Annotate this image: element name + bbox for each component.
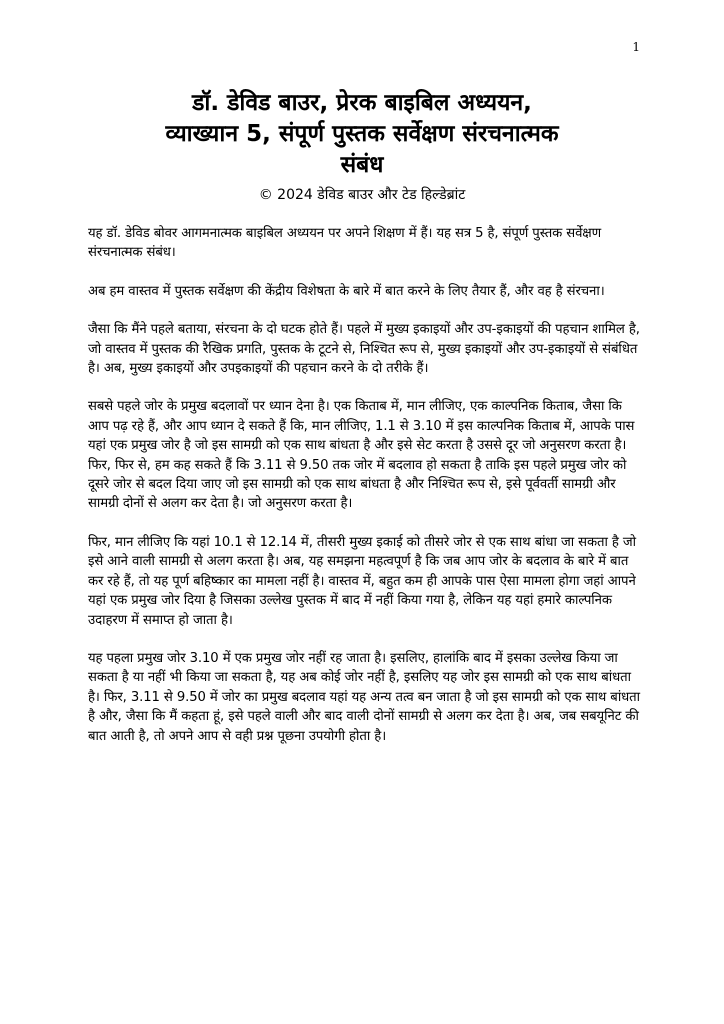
title-line-1: डॉ. डेविड बाउर, प्रेरक बाइबिल अध्ययन,	[192, 90, 532, 116]
paragraph: अब हम वास्तव में पुस्तक सर्वेक्षण की केंद्रीय विशेषता के बारे में बात करने के लिए तैयार हैं, और वह है संरचना।	[88, 283, 605, 299]
paragraph: जैसा कि मैंने पहले बताया, संरचना के दो घटक होते हैं। पहले में मुख्य इकाइयों और उप-इकाइयों की पहचान शामिल है, जो वास्तव में पुस्तक की रैखिक प्रगति, पुस्तक के टूटने से, निश्चित रूप से, मुख्य इकाइयों और उप-इकाइयों से संबंधित है। अब, मुख्य इकाइयों और उपइकाइयों की पहचान करने के दो तरीके हैं।	[88, 322, 640, 377]
document-title	[70, 88, 654, 181]
page-number: 1	[632, 40, 640, 54]
copyright-line: © 2024 डेविड बाउर और टेड हिल्डेब्रांट	[258, 187, 466, 203]
paragraph: यह पहला प्रमुख जोर 3.10 में एक प्रमुख जोर नहीं रह जाता है। इसलिए, हालांकि बाद में इसका उल्लेख किया जा सकता है या नहीं भी किया जा सकता है, यह अब कोई जोर नहीं है, इसलिए यह जोर इस सामग्री को एक साथ बांधता है। फिर, 3.11 से 9.50 में जोर का प्रमुख बदलाव यहां यह अन्य तत्व बन जाता है जो इस सामग्री को एक साथ बांधता है और, जैसा कि मैं कहता हूं, इसे पहले वाली और बाद वाली दोनों सामग्री से अलग कर देता है। अब, जब सबयूनिट की बात आती है, तो अपने आप से वही प्रश्न पूछना उपयोगी होता है।	[88, 650, 640, 744]
paragraph: सबसे पहले जोर के प्रमुख बदलावों पर ध्यान देना है। एक किताब में, मान लीजिए, एक काल्पनिक किताब, जैसा कि आप पढ़ रहे हैं, और आप ध्यान दे सकते हैं कि, मान लीजिए, 1.1 से 3.10 में इस काल्पनिक किताब में, आपके पास यहां एक प्रमुख जोर है जो इस सामग्री को एक साथ बांधता है और इसे सेट करता है उससे दूर जो अनुसरण करता है। फिर, फिर से, हम कह सकते हैं कि 3.11 से 9.50 तक जोर में बदलाव हो सकता है ताकि इस पहले प्रमुख जोर को दूसरे जोर से बदल दिया जाए जो इस सामग्री को एक साथ बांधता है और निश्चित रूप से, इसे पूर्ववर्ती सामग्री और सामग्री दोनों से अलग कर देता है। जो अनुसरण करता है।	[88, 399, 635, 512]
document-body	[88, 224, 644, 765]
paragraph: यह डॉ. डेविड बोवर आगमनात्मक बाइबिल अध्ययन पर अपने शिक्षण में हैं। यह सत्र 5 है, संपूर्ण पुस्तक सर्वेक्षण संरचनात्मक संबंध।	[88, 226, 602, 261]
title-line-2: व्याख्यान 5, संपूर्ण पुस्तक सर्वेक्षण संरचनात्मक	[165, 121, 559, 147]
paragraph: फिर, मान लीजिए कि यहां 10.1 से 12.14 में, तीसरी मुख्य इकाई को तीसरे जोर से एक साथ बांधा जा सकता है जो इसे आने वाली सामग्री से अलग करता है। अब, यह समझना महत्वपूर्ण है कि जब आप जोर के बदलाव के बारे में बात कर रहे हैं, तो यह पूर्ण बहिष्कार का मामला नहीं है। वास्तव में, बहुत कम ही आपके पास ऐसा मामला होगा जहां आपने यहां एक प्रमुख जोर दिया है जिसका उल्लेख पुस्तक में बाद में नहीं किया गया है, लेकिन यह यहां हमारे काल्पनिक उदाहरण में समाप्त हो जाता है।	[88, 534, 636, 628]
title-line-3: संबंध	[340, 152, 384, 178]
